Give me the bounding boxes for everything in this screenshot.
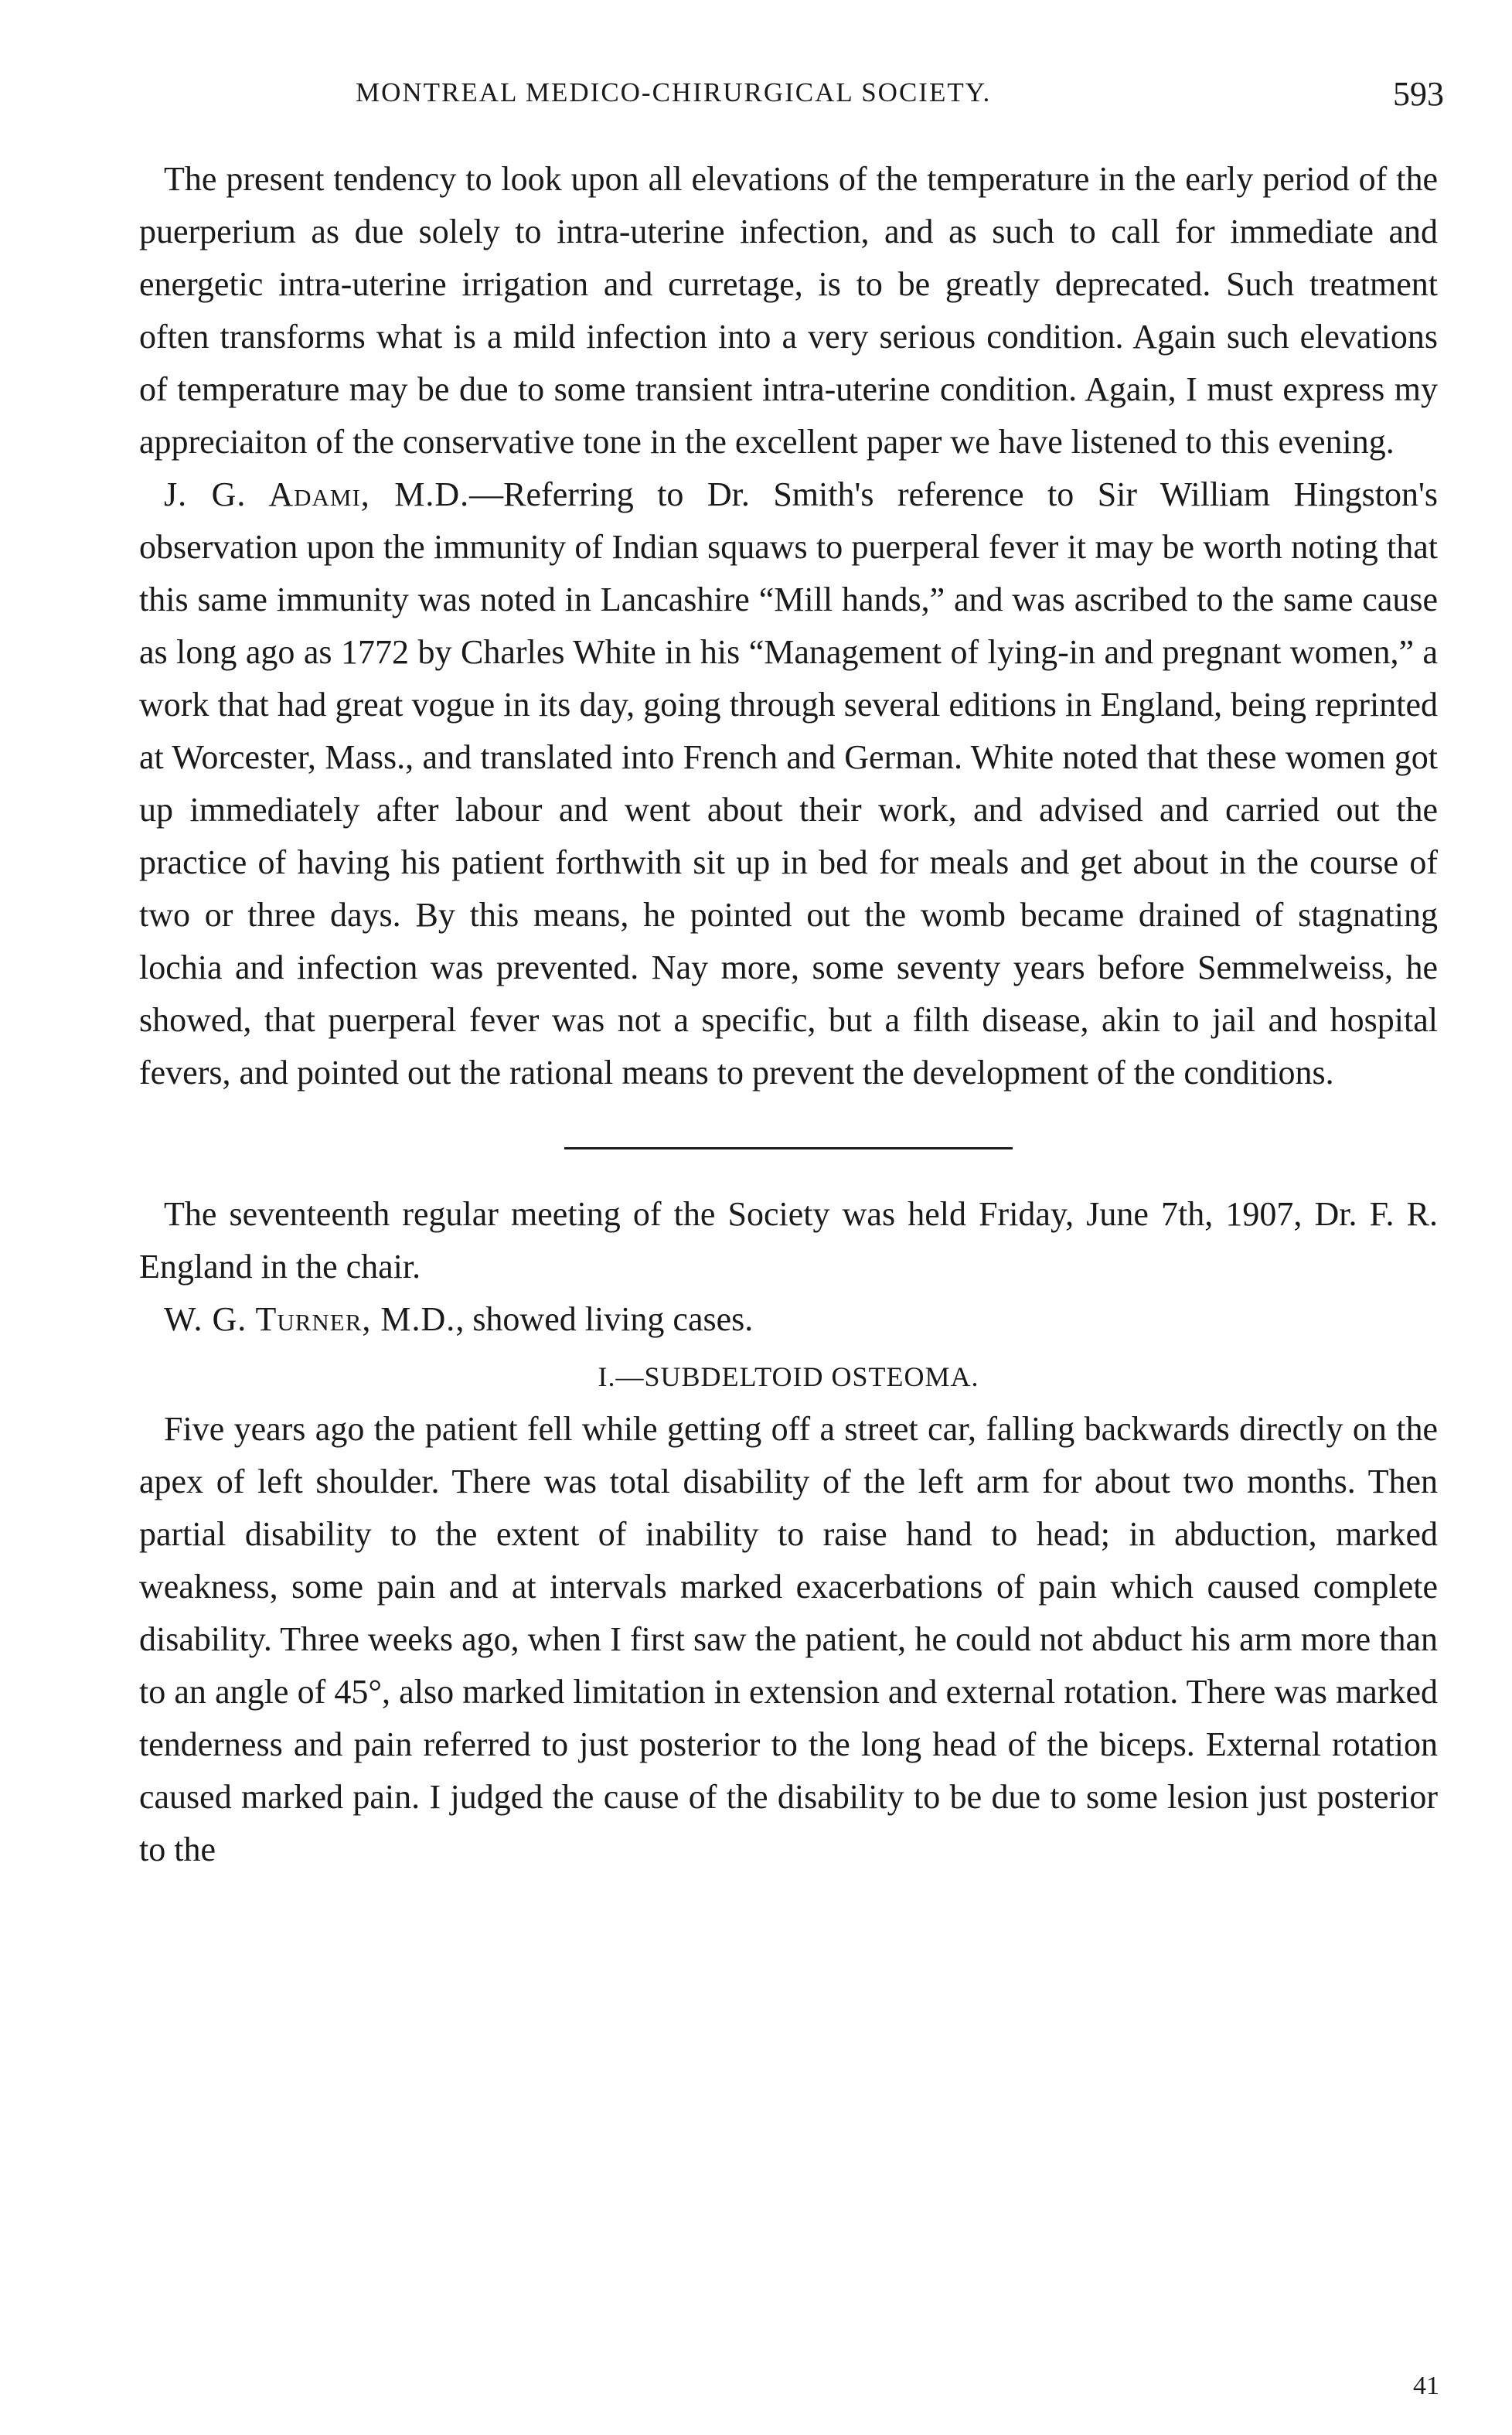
speaker-name-adami: J. G. Adami, M.D. <box>164 475 470 513</box>
speaker-name-turner: W. G. Turner, M.D. <box>164 1300 456 1338</box>
paragraph-case-history: Five years ago the patient fell while getting off a street car, falling backwards directly on the apex of left shoulder. There was total disability of the left arm for about two months. Then partial disability to the extent of inability to raise hand to head; in abduction, marked weakness, some pain and at intervals marked exacerbations of pain which caused complete disability. Three weeks ago, when I first saw the patient, he could not abduct his arm more than to an angle of 45°, also marked limitation in extension and external rotation. There was marked tenderness and pain referred to just posterior to the long head of the biceps. External rotation caused marked pain. I judged the cause of the disability to be due to some lesion just posterior to the <box>139 1410 1438 1868</box>
section-heading-subdeltoid-osteoma: I.—SUBDELTOID OSTEOMA. <box>598 1361 979 1392</box>
page-number: 593 <box>1393 75 1444 113</box>
turner-cases-text: , showed living cases. <box>455 1300 754 1338</box>
body-text <box>139 153 1438 1876</box>
running-header <box>139 77 1444 124</box>
paragraph-turner-cases <box>139 1293 1438 1346</box>
paragraph-meeting-notice: The seventeenth regular meeting of the Society was held Friday, June 7th, 1907, Dr. F. R. England in the chair. <box>139 1195 1438 1286</box>
running-title: MONTREAL MEDICO-CHIRURGICAL SOCIETY. <box>356 77 992 107</box>
paragraph-adami-remarks <box>139 468 1438 1099</box>
signature-mark: 41 <box>1413 2372 1439 2400</box>
adami-remarks-text: —Referring to Dr. Smith's reference to Sir William Hingston's observation upon the immunity of Indian squaws to puerperal fever it may be worth noting that this same immunity was noted in Lancashire “Mill hands,” and was ascribed to the same cause as long ago as 1772 by Charles White in his “Management of lying-in and pregnant women,” a work that had great vogue in its day, going through several editions in England, being reprinted at Worcester, Mass., and translated into French and German. White noted that these women got up immediately after labour and went about their work, and advised and carried out the practice of having his patient forthwith sit up in bed for meals and get about in the course of two or three days. By this means, he pointed out the womb became drained of stagnating lochia and infection was prevented. Nay more, some seventy years before Semmelweiss, he showed, that puerperal fever was not a specific, but a filth disease, akin to jail and hospital fevers, and pointed out the rational means to prevent the development of the conditions. <box>139 475 1438 1091</box>
section-divider <box>564 1147 1013 1149</box>
paragraph-temperature-tendency: The present tendency to look upon all elevations of the temperature in the early period of the puerperium as due solely to intra-uterine infection, and as such to call for immediate and energetic intra-uterine irrigation and curretage, is to be greatly deprecated. Such treatment often transforms what is a mild infection into a very serious condition. Again such elevations of temperature may be due to some transient intra-uterine condition. Again, I must express my appreciaiton of the conservative tone in the excellent paper we have listened to this evening. <box>139 160 1438 461</box>
